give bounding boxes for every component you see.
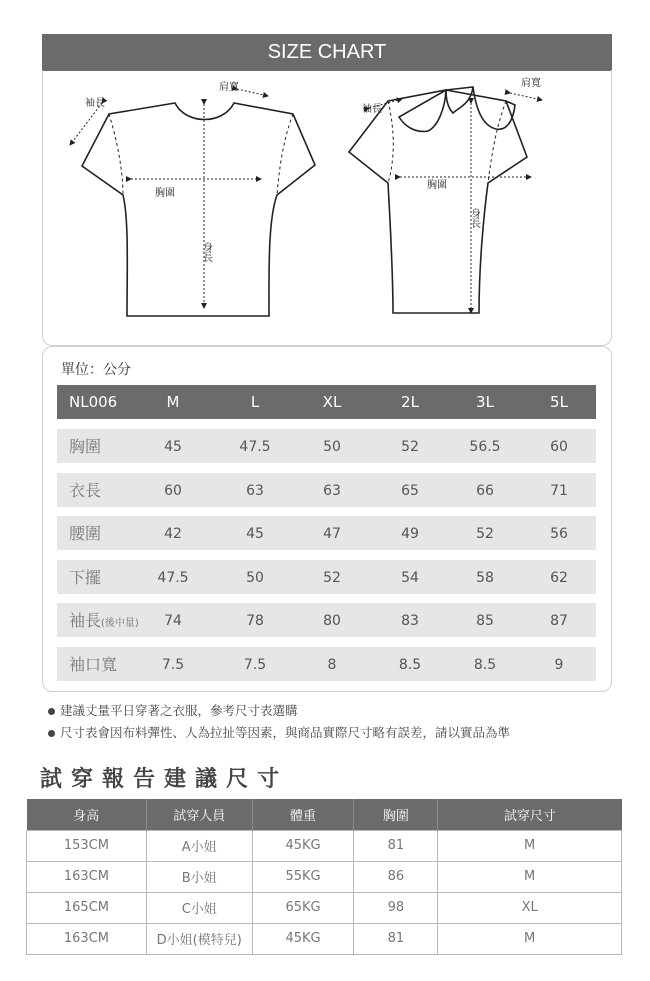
size-chart-title: SIZE CHART	[42, 34, 612, 71]
cell-chest: 86	[354, 861, 438, 892]
cell-value: 52	[476, 526, 494, 542]
cell-value: 71	[550, 483, 568, 499]
cell-value: 52	[401, 439, 419, 455]
table-row	[27, 892, 622, 923]
cell-size: M	[438, 830, 622, 861]
header-model: NL006	[69, 393, 118, 411]
cell-person: A小姐	[146, 830, 252, 861]
cell-value: 50	[323, 439, 341, 455]
notes	[48, 702, 510, 746]
row-label: 衣長	[69, 481, 102, 500]
note-text: 建議丈量平日穿著之衣服，參考尺寸表選購	[60, 703, 298, 718]
header-person: 試穿人員	[146, 799, 252, 830]
cell-value: 85	[476, 613, 494, 629]
row-label: 袖長(後中量)	[69, 611, 139, 630]
note-text: 尺寸表會因布料彈性、人為拉扯等因素，與商品實際尺寸略有誤差，請以實品為準	[60, 725, 511, 740]
cell-height: 165CM	[27, 892, 147, 923]
row-label-note: (後中量)	[101, 618, 139, 629]
size-row-length	[57, 473, 596, 507]
cell-value: 45	[246, 526, 264, 542]
cell-value: 83	[401, 613, 419, 629]
polo-sleeve-label: 袖長	[362, 104, 382, 115]
cell-person: B小姐	[146, 861, 252, 892]
cell-value: 56	[550, 526, 568, 542]
header-chest: 胸圍	[354, 799, 438, 830]
garment-diagrams	[43, 70, 613, 346]
header-height: 身高	[27, 799, 147, 830]
cell-weight: 55KG	[252, 861, 354, 892]
table-row	[27, 861, 622, 892]
cell-chest: 98	[354, 892, 438, 923]
size-table-panel	[42, 346, 612, 692]
row-label: 腰圍	[69, 524, 102, 543]
cell-value: 7.5	[161, 657, 185, 673]
cell-value: 45	[164, 439, 182, 455]
cell-value: 47	[323, 526, 341, 542]
cell-value: 47.5	[157, 570, 189, 586]
cell-weight: 65KG	[252, 892, 354, 923]
header-size-5l: 5L	[550, 393, 568, 411]
cell-value: 42	[164, 526, 182, 542]
note-item	[48, 724, 510, 746]
size-row-waist	[57, 516, 596, 550]
tshirt-chest-label: 胸圍	[155, 188, 175, 199]
size-row-hem	[57, 560, 596, 594]
header-size-2l: 2L	[401, 393, 419, 411]
cell-weight: 45KG	[252, 923, 354, 954]
cell-size: M	[438, 923, 622, 954]
polo-outline	[349, 87, 527, 313]
cell-value: 7.5	[243, 657, 267, 673]
cell-value: 8.5	[398, 657, 422, 673]
cell-size: M	[438, 861, 622, 892]
cell-value: 74	[164, 613, 182, 629]
tryon-table	[26, 799, 622, 955]
size-row-sleeve	[57, 603, 596, 637]
cell-value: 8	[327, 657, 337, 673]
cell-value: 60	[550, 439, 568, 455]
header-size: 試穿尺寸	[438, 799, 622, 830]
header-size-xl: XL	[322, 393, 342, 411]
header-size-3l: 3L	[476, 393, 494, 411]
note-item	[48, 702, 510, 724]
cell-value: 62	[550, 570, 568, 586]
tryon-header-row	[27, 799, 622, 830]
size-row-chest	[57, 429, 596, 463]
cell-value: 9	[554, 657, 564, 673]
unit-label: 單位：公分	[61, 362, 131, 378]
cell-value: 54	[401, 570, 419, 586]
row-label: 胸圍	[69, 437, 102, 456]
header-size-l: L	[250, 393, 260, 411]
polo-length-label: 身長	[468, 208, 480, 228]
cell-value: 56.5	[469, 439, 501, 455]
polo-shoulder-label: 肩寬	[521, 78, 541, 89]
polo-chest-label: 胸圍	[427, 180, 447, 191]
table-row	[27, 923, 622, 954]
cell-value: 63	[323, 483, 341, 499]
cell-value: 49	[401, 526, 419, 542]
bullet-icon	[48, 708, 55, 715]
tshirt-length-label: 身長	[200, 242, 212, 262]
cell-person: C小姐	[146, 892, 252, 923]
tshirt-outline	[82, 103, 315, 316]
cell-person: D小姐(模特兒)	[146, 923, 252, 954]
cell-value: 65	[401, 483, 419, 499]
cell-chest: 81	[354, 923, 438, 954]
cell-value: 87	[550, 613, 568, 629]
cell-value: 8.5	[473, 657, 497, 673]
cell-value: 47.5	[239, 439, 271, 455]
cell-chest: 81	[354, 830, 438, 861]
cell-value: 60	[164, 483, 182, 499]
cell-size: XL	[438, 892, 622, 923]
header-size-m: M	[166, 393, 180, 411]
cell-value: 50	[246, 570, 264, 586]
cell-weight: 45KG	[252, 830, 354, 861]
row-label: 下擺	[69, 568, 102, 587]
cell-value: 66	[476, 483, 494, 499]
cell-value: 78	[246, 613, 264, 629]
cell-height: 163CM	[27, 861, 147, 892]
cell-value: 63	[246, 483, 264, 499]
bullet-icon	[48, 730, 55, 737]
tryon-title: 試穿報告建議尺寸	[40, 767, 289, 792]
tshirt-shoulder-label: 肩寬	[219, 82, 239, 93]
header-weight: 體重	[252, 799, 354, 830]
garment-diagram-panel	[42, 70, 612, 346]
row-label: 袖口寬	[69, 655, 118, 674]
size-row-cuff	[57, 647, 596, 681]
cell-value: 52	[323, 570, 341, 586]
tshirt-sleeve-label: 袖長	[85, 98, 105, 109]
cell-value: 58	[476, 570, 494, 586]
cell-height: 153CM	[27, 830, 147, 861]
cell-height: 163CM	[27, 923, 147, 954]
size-table-header	[57, 385, 596, 419]
table-row	[27, 830, 622, 861]
cell-value: 80	[323, 613, 341, 629]
